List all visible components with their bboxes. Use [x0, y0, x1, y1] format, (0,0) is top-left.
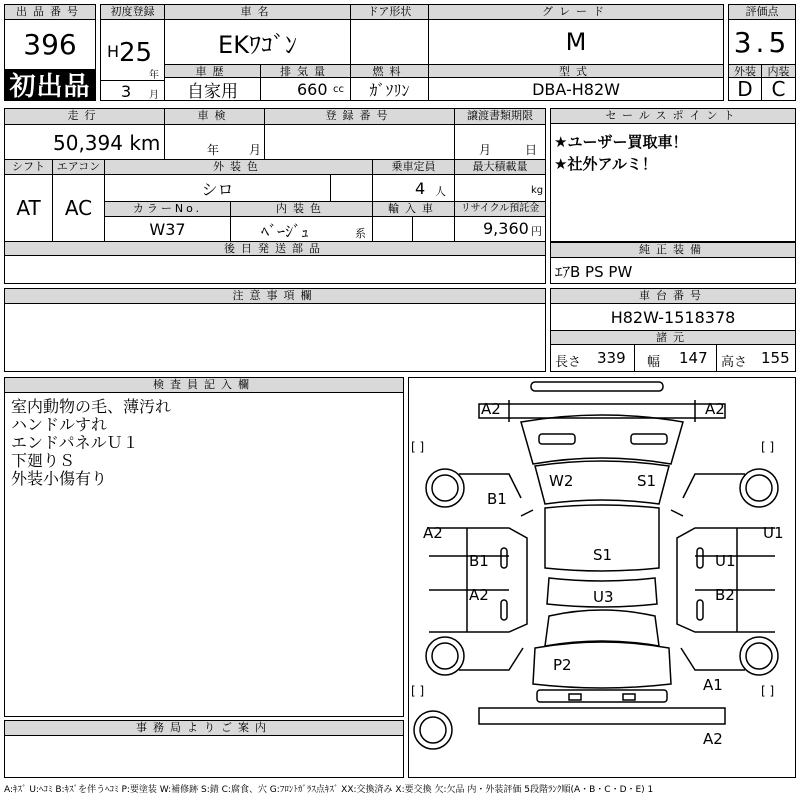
history-value: 自家用: [165, 78, 261, 100]
door-value: [351, 20, 429, 64]
history-label: 車歴: [165, 64, 261, 78]
damage-mark: A1: [703, 676, 723, 694]
inspector-notes: [11, 398, 171, 488]
era: H: [107, 42, 120, 61]
bracket-mark: [ ]: [411, 440, 425, 454]
chassis-value: H82W-1518378: [610, 307, 736, 327]
lot-number: 396: [23, 27, 77, 61]
inspection-year-unit: 年: [207, 143, 220, 157]
displacement-label: 排気量: [261, 64, 351, 78]
year: 25: [119, 38, 153, 68]
interior-color-value: ﾍﾞｰｼﾞｭ: [261, 222, 310, 241]
inspection-cell: [165, 125, 265, 159]
chassis-label: 車台番号: [551, 289, 795, 304]
details-block: [4, 108, 546, 284]
inspector-note: 下廻りＳ: [11, 451, 76, 470]
color-value: シロ: [105, 175, 331, 202]
damage-mark: A2: [703, 730, 723, 748]
shift-label: シフト: [5, 159, 53, 175]
right-side: [677, 528, 775, 632]
damage-mark: W2: [549, 472, 574, 490]
transfer-month-unit: 月: [479, 143, 492, 157]
damage-mark: S1: [593, 546, 613, 564]
ac-label: エアコン: [53, 159, 105, 175]
import-label: 輸入車: [373, 202, 455, 217]
inspection-label: 車検: [165, 109, 265, 125]
office-block: [4, 720, 404, 778]
plate-value: [265, 125, 455, 159]
damage-mark: U1: [763, 524, 784, 542]
int-label: 内装: [762, 64, 795, 78]
colorno-label: カラーNo.: [105, 202, 231, 217]
ac-value: AC: [53, 175, 105, 241]
inspection-month-unit: 月: [249, 143, 262, 157]
capacity-cell: [373, 175, 455, 202]
height-label: 高さ: [721, 355, 748, 370]
office-label: 事務局よりご案内: [5, 721, 403, 736]
transfer-day-unit: 日: [525, 143, 538, 157]
maxload-cell: [455, 175, 545, 202]
legend: A:ｷｽﾞ U:ﾍｺﾐ B:ｷｽﾞを伴うﾍｺﾐ P:要塗装 W:補修跡 S:錆 C:腐食、穴 G:ﾌﾛﾝﾄｶﾞﾗｽ点ｷｽﾞ XX:交換済み X:要交換 欠:欠品 内・外装評価 5段階ﾗﾝｸ順(A・B・C・D・E) 1: [4, 785, 654, 795]
equipment-block: [550, 242, 796, 284]
fuel-value: ｶﾞｿﾘﾝ: [351, 78, 429, 100]
interior-label: 内装色: [231, 202, 373, 217]
caution-block: [4, 288, 546, 372]
length-label: 長さ: [555, 355, 582, 370]
damage-mark: S1: [637, 472, 657, 490]
front-bumper-strip: [531, 382, 663, 391]
ext-grade: D: [729, 78, 762, 100]
mileage-label: 走行: [5, 109, 165, 125]
mileage-cell: [5, 125, 165, 159]
length-value: 339: [597, 349, 626, 367]
sales-point-line: ★ユーザー買取車！: [554, 133, 688, 151]
length-cell: [551, 345, 635, 371]
model-label: 型式: [429, 64, 723, 78]
sales-point-block: [550, 108, 796, 242]
left-side: [429, 528, 527, 632]
score-block: [728, 4, 796, 101]
lot-block: [4, 4, 96, 101]
equipment-value: ｴｱB PS PW: [555, 263, 633, 281]
damage-mark: B2: [715, 586, 735, 604]
score-label: 評価点: [729, 5, 795, 20]
inspector-note: 室内動物の毛、薄汚れ: [11, 397, 172, 416]
transfer-label: 譲渡書類期限: [455, 109, 545, 125]
int-grade: C: [771, 77, 786, 101]
caution-label: 注意事項欄: [5, 289, 545, 304]
damage-mark: A2: [423, 524, 443, 542]
damage-mark: B1: [487, 490, 507, 508]
color-label: 外装色: [105, 159, 373, 175]
rear-bumper: [537, 690, 667, 702]
inspector-note: エンドパネルＵ１: [11, 433, 139, 452]
shift-value: AT: [5, 175, 53, 241]
damage-mark: P2: [553, 656, 572, 674]
car-name: EKﾜｺﾞﾝ: [165, 20, 351, 64]
vehicle-header: [100, 4, 724, 101]
year-unit: 年: [149, 70, 159, 81]
month: 3: [121, 82, 132, 101]
rear-bumper-lower: [479, 708, 725, 724]
lot-label: 出品番号: [5, 5, 95, 20]
width-label: 幅: [647, 355, 661, 370]
later-parts-value: [5, 256, 545, 283]
recycle-cell: [455, 217, 545, 241]
grade-value: M: [565, 28, 587, 56]
damage-mark: U3: [593, 588, 614, 606]
mileage-value: 50,394 km: [53, 131, 161, 155]
bracket-mark: [ ]: [411, 684, 425, 698]
damage-mark: A2: [705, 400, 725, 418]
inspector-note: 外装小傷有り: [11, 469, 108, 488]
sales-point-label: セールスポイント: [551, 109, 795, 124]
door-label: ドア形状: [351, 5, 429, 20]
displacement-unit: cc: [333, 84, 344, 95]
damage-mark: A2: [481, 400, 501, 418]
recycle-value: 9,360: [483, 219, 529, 238]
colorno-value: W37: [105, 217, 231, 241]
damage-mark: U1: [715, 552, 736, 570]
hood: [521, 415, 683, 464]
width-cell: [635, 345, 717, 371]
damage-diagram: [408, 377, 796, 778]
dims-label: 諸元: [551, 330, 795, 345]
reg-cell: [101, 20, 165, 100]
first-listing-badge: 初出品: [5, 69, 95, 100]
grade-label: グレード: [429, 5, 723, 20]
recycle-label: リサイクル預託金: [455, 202, 545, 217]
name-label: 車名: [165, 5, 351, 20]
model-value: DBA-H82W: [532, 79, 620, 99]
front-bumper: [479, 404, 725, 418]
inspector-block: [4, 377, 404, 717]
plate-label: 登録番号: [265, 109, 455, 125]
recycle-unit: 円: [531, 225, 542, 238]
damage-mark: B1: [469, 552, 489, 570]
maxload-label: 最大積載量: [455, 159, 545, 175]
inspector-note: ハンドルすれ: [11, 415, 108, 434]
bracket-mark: [ ]: [761, 684, 775, 698]
rear-window: [545, 610, 659, 646]
maxload-unit: kg: [531, 185, 544, 196]
later-parts-label: 後日発送部品: [5, 241, 545, 256]
height-value: 155: [761, 349, 790, 367]
equipment-label: 純正装備: [551, 243, 795, 258]
ext-label: 外装: [729, 64, 762, 78]
width-value: 147: [679, 349, 708, 367]
transfer-cell: [455, 125, 545, 159]
capacity-label: 乗車定員: [373, 159, 455, 175]
chassis-block: [550, 288, 796, 372]
fuel-label: 燃料: [351, 64, 429, 78]
import-value: [413, 217, 455, 241]
bracket-mark: [ ]: [761, 440, 775, 454]
capacity-value: 4: [415, 179, 426, 198]
inspector-label: 検査員記入欄: [5, 378, 403, 393]
height-cell: [717, 345, 795, 371]
capacity-unit: 人: [435, 185, 446, 198]
displacement-value: 660: [297, 80, 328, 99]
reg-label: 初度登録: [101, 5, 165, 20]
interior-cell: [231, 217, 373, 241]
month-unit: 月: [149, 90, 159, 101]
sales-point-line: ★社外アルミ！: [554, 155, 657, 173]
interior-suffix: 系: [355, 227, 366, 240]
score-value: 3.5: [733, 25, 791, 59]
damage-mark: A2: [469, 586, 489, 604]
displacement-cell: [261, 78, 351, 100]
car-outline-diagram: [409, 378, 795, 777]
